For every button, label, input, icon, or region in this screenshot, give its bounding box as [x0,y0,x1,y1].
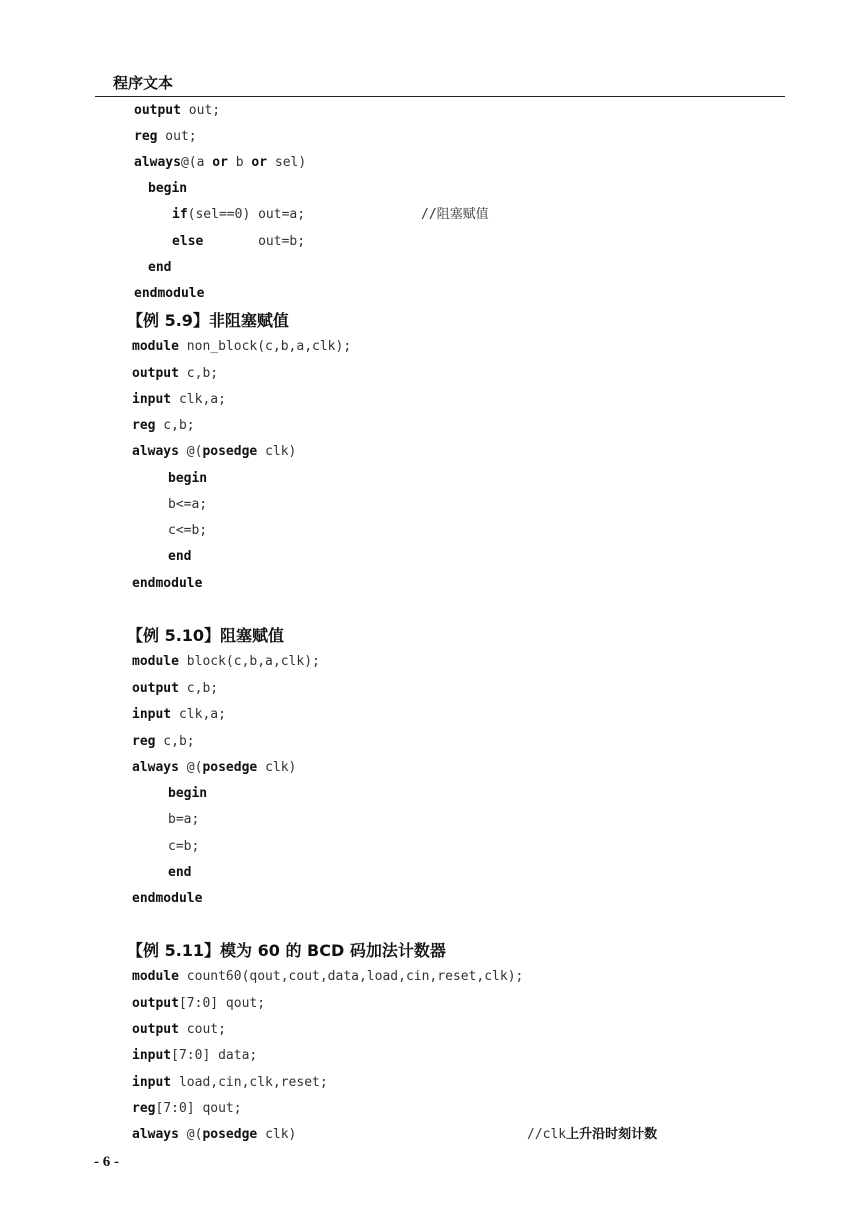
code-line [134,155,306,171]
code-text: load,cin,clk,reset; [171,1075,328,1090]
code-line [132,760,296,776]
code-keyword: input [132,1048,172,1063]
code-text: [7:0] qout; [155,1101,242,1116]
code-keyword: reg [132,734,156,749]
code-line [132,1075,328,1091]
code-keyword: output [132,996,179,1011]
code-keyword: always [132,1127,179,1142]
code-line [168,786,207,802]
code-line [132,576,202,592]
code-keyword: or [212,155,228,170]
code-text: clk) [257,760,297,775]
code-text: c,b; [178,681,219,696]
code-keyword: output [132,1022,179,1037]
code-text: @( [178,444,203,459]
code-keyword: reg [132,418,156,433]
code-line [134,103,220,119]
code-comment [527,1127,657,1143]
code-line [134,129,197,145]
code-line [132,1022,226,1038]
code-keyword: or [251,155,268,170]
code-comment-text: //clk [527,1127,567,1142]
code-text: (sel==0) out=a; [187,207,306,222]
code-text: clk,a; [171,392,226,407]
code-text: out=b; [203,234,306,249]
code-keyword: module [132,339,179,354]
code-keyword: if [172,207,188,222]
code-keyword: end [168,549,192,564]
code-line [132,392,226,408]
code-line [132,339,351,355]
code-keyword: module [132,654,179,669]
code-text: c,b; [155,734,195,749]
code-text: @(a [180,155,213,170]
code-keyword: endmodule [134,286,205,301]
code-line [132,654,320,670]
code-text: c,b; [155,418,195,433]
code-text: out; [157,129,197,144]
code-line [168,839,199,855]
code-keyword: else [172,234,204,249]
example-heading: 【例 5.11】模为 60 的 BCD 码加法计数器 [127,941,446,960]
code-text: cout; [178,1022,226,1037]
code-comment-chinese: 上升沿时刻计数 [566,1127,658,1142]
code-text: block(c,b,a,clk); [178,654,320,669]
code-text: [7:0] qout; [178,996,266,1011]
code-line [172,207,305,223]
code-keyword: end [168,865,192,880]
code-line [132,891,202,907]
code-keyword: always [132,444,179,459]
code-keyword: always [132,760,179,775]
code-line [168,523,207,539]
code-line [132,707,226,723]
page-number: - 6 - [94,1154,119,1170]
code-line [168,497,207,513]
example-heading: 【例 5.9】非阻塞赋值 [127,311,289,330]
code-text: out; [180,103,221,118]
code-line [132,1048,257,1064]
code-line [168,471,207,487]
code-text: clk) [257,444,297,459]
code-keyword: always [134,155,181,170]
code-line [132,366,218,382]
code-line [148,181,187,197]
code-line [134,286,204,302]
code-text: non_block(c,b,a,clk); [178,339,352,354]
code-line [172,234,305,250]
code-line [132,444,296,460]
code-text: c,b; [178,366,219,381]
code-text: @( [178,1127,203,1142]
code-text: clk) [257,1127,297,1142]
code-keyword: endmodule [132,576,203,591]
code-keyword: reg [132,1101,156,1116]
code-comment-text: //阻塞赋值 [421,207,489,222]
code-line [168,549,191,565]
code-keyword: output [134,103,181,118]
code-keyword: begin [148,181,188,196]
code-text: b [227,155,252,170]
code-line [132,969,523,985]
code-line [148,260,171,276]
code-keyword: end [148,260,172,275]
code-keyword: output [132,366,179,381]
code-line [168,812,199,828]
code-line [132,681,218,697]
code-line [132,418,195,434]
code-line [132,996,265,1012]
code-keyword: posedge [202,760,258,775]
code-keyword: posedge [202,1127,258,1142]
code-text: sel) [267,155,307,170]
code-keyword: input [132,1075,172,1090]
code-text: [7:0] data; [171,1048,258,1063]
code-text: b=a; [168,812,200,827]
code-keyword: posedge [202,444,258,459]
code-text: c=b; [168,839,200,854]
code-text: c<=b; [168,523,208,538]
code-text: @( [178,760,203,775]
code-line [132,734,195,750]
code-text: clk,a; [171,707,226,722]
page-header-title: 程序文本 [113,74,174,92]
code-keyword: begin [168,786,208,801]
code-keyword: module [132,969,179,984]
code-keyword: reg [134,129,158,144]
code-comment [421,207,489,223]
code-text: b<=a; [168,497,208,512]
code-keyword: output [132,681,179,696]
code-line [132,1127,296,1143]
code-keyword: input [132,392,172,407]
code-keyword: input [132,707,172,722]
code-text: count60(qout,cout,data,load,cin,reset,clk); [178,969,524,984]
header-rule [95,96,785,97]
code-line [132,1101,242,1117]
code-keyword: endmodule [132,891,203,906]
code-keyword: begin [168,471,208,486]
code-line [168,865,191,881]
example-heading: 【例 5.10】阻塞赋值 [127,626,285,645]
